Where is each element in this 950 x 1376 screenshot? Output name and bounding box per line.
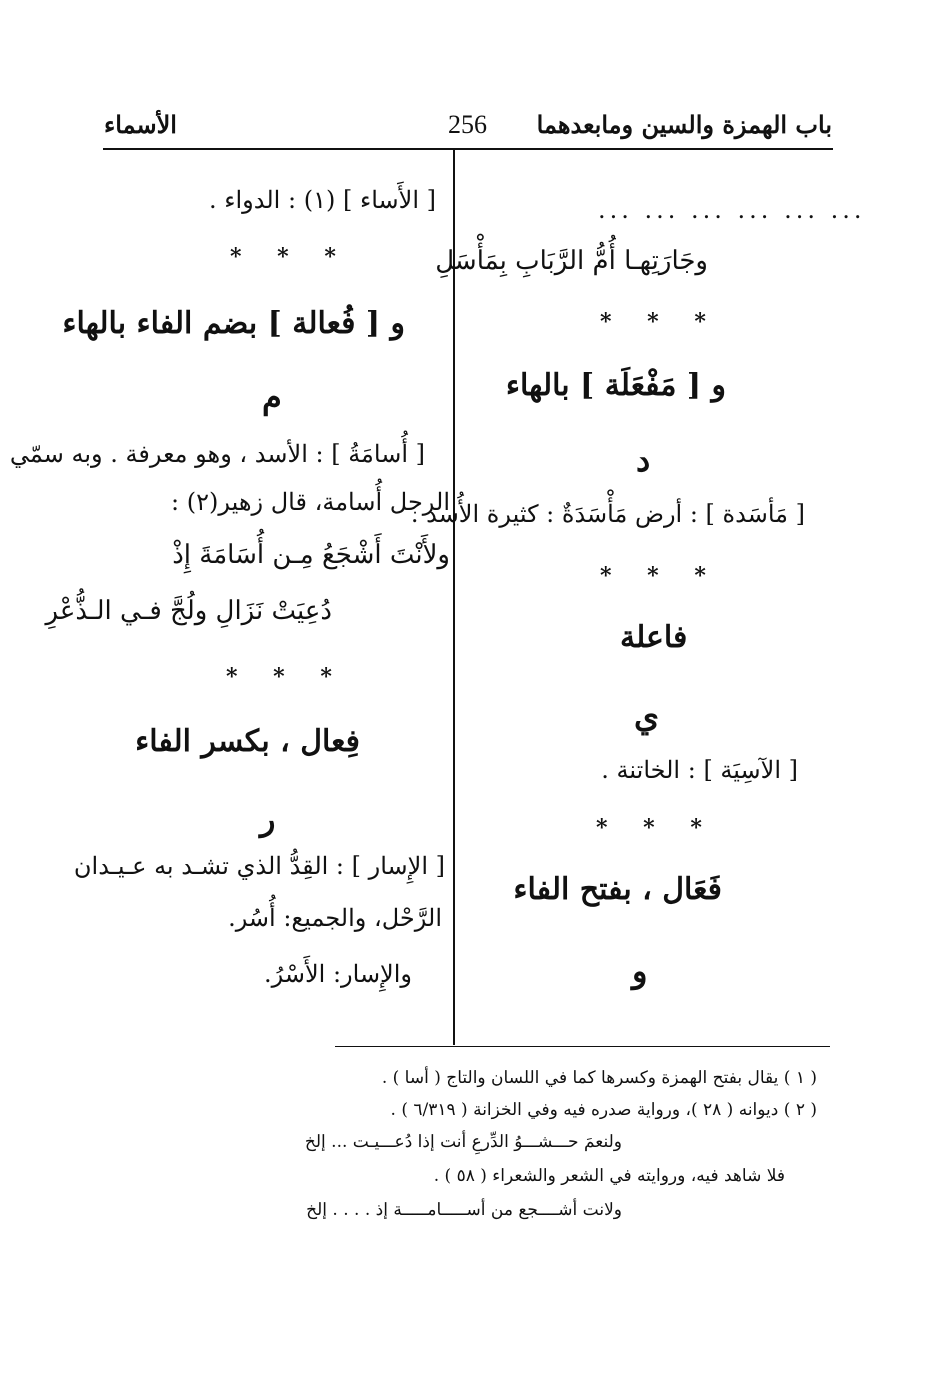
stars-divider: * * * xyxy=(600,563,720,589)
verse-line: ولأَنْتَ أَشْجَعُ مِـن أُسَامَةَ إِذْ xyxy=(172,540,450,570)
stars-divider: * * * xyxy=(600,309,720,335)
stars-divider: * * * xyxy=(230,244,350,270)
heading-faal: فَعَال ، بفتح الفاء xyxy=(513,872,722,907)
page-number: 256 xyxy=(448,110,487,139)
entry-asaa: [ الأَساء ] (١) : الدواء . xyxy=(208,186,436,214)
entry-isar: [ الإِسار ] : القِدُّ الذي تشـد به عـيـدان xyxy=(73,852,445,880)
footnote-rule xyxy=(335,1046,830,1047)
entry-masada: [ مَأسَدة ] : أرض مَأْسَدَةٌ : كثيرة الأُسد . xyxy=(410,500,805,528)
footnote-1: ( ١ ) يقال بفتح الهمزة وكسرها كما في اللسان والتاج ( أسا ) . xyxy=(381,1068,817,1088)
verse: وجَارَتِهـا أُمُّ الرَّبَابِ بِمَأْسَلِ xyxy=(435,246,708,276)
footnote-2-cont: فلا شاهد فيه، وروايته في الشعر والشعراء ( ٥٨ ) . xyxy=(433,1166,785,1186)
heading-fuala: و [ فُعالة ] بضم الفاء بالهاء xyxy=(62,306,405,341)
stars-divider: * * * xyxy=(596,815,716,841)
heading-fial: فِعال ، بكسر الفاء xyxy=(135,724,360,759)
letter-mim: م xyxy=(262,378,282,416)
entry-asiya: [ الآسِيَة ] : الخاتنة . xyxy=(601,756,798,784)
column-divider xyxy=(453,150,455,1045)
footnote-verse: ولنعمَ حـــشـــوُ الدِّرعِ أنت إذا دُعـــيـت ... إلخ xyxy=(304,1132,622,1152)
entry-usama: [ أُسامَةُ ] : الأسد ، وهو معرفة . وبه سمّي xyxy=(9,440,425,468)
heading-mafala: و [ مَفْعَلَة ] بالهاء xyxy=(505,368,726,403)
verse-line: دُعِيَتْ نَزَالِ ولُجَّ فـي الـذُّعْرِ xyxy=(45,596,332,626)
footnote-2: ( ٢ ) ديوانه ( ٢٨ )، ورواية صدره فيه وفي الخزانة ( ٦/٣١٩ ) . xyxy=(390,1100,817,1120)
entry-isar-2: والإِسار: الأَسْرُ. xyxy=(263,960,412,988)
letter-ra: ر xyxy=(260,800,276,838)
ellipsis-dots: ... ... ... ... ... ... xyxy=(598,196,866,224)
heading-faila: فاعلة xyxy=(620,620,688,655)
header-rule xyxy=(103,148,833,150)
footnote-verse: ولانت أشــــجع من أســـــامـــــة إذ . . . . إلخ xyxy=(306,1200,622,1220)
letter-ya: ي xyxy=(634,697,660,735)
chapter-title: باب الهمزة والسين ومابعدهما xyxy=(536,110,832,139)
letter-dal: د xyxy=(636,441,651,479)
entry-usama-cont: الرجل أُسامة، قال زهير(٢) : xyxy=(171,488,450,516)
stars-divider: * * * xyxy=(226,664,346,690)
section-title: الأسماء xyxy=(104,110,177,139)
letter-waw: و xyxy=(632,952,648,990)
entry-isar-cont: الرَّحْل، والجميع: أُسُر. xyxy=(228,904,442,932)
